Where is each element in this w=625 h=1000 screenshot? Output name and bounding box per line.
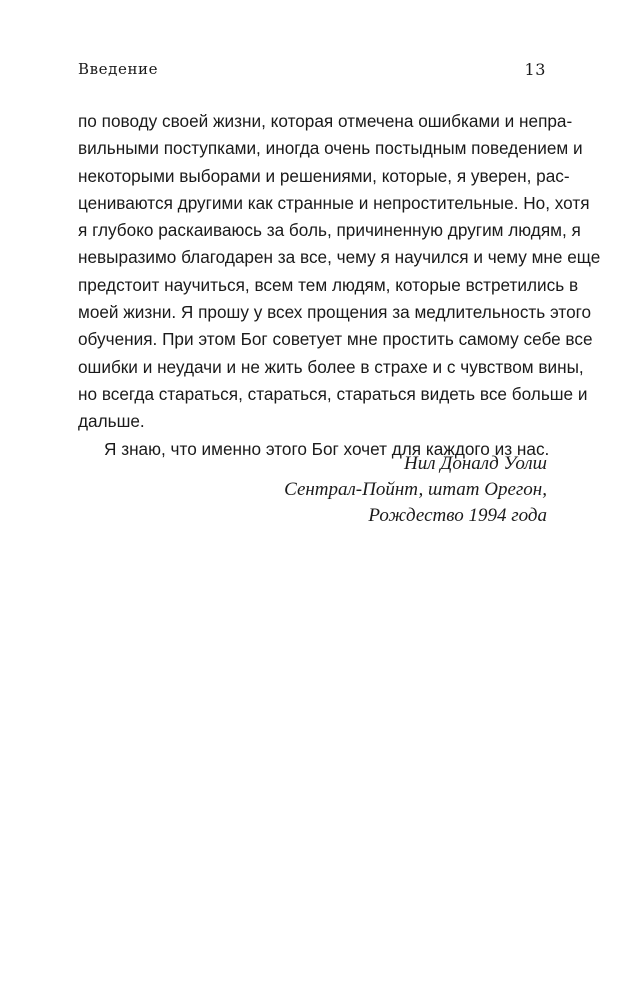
text-line: по поводу своей жизни, которая отмечена ошибками и непра-: [78, 111, 573, 131]
text-line: предстоит научиться, всем тем людям, которые встретились в: [78, 274, 579, 295]
text-line: дальше.: [78, 411, 145, 432]
text-line: я глубоко раскаиваюсь за боль, причиненную другим людям, я: [78, 220, 581, 241]
closing-paragraph: Я знаю, что именно этого Бог хочет для каждого из нас.: [104, 438, 550, 459]
running-head: [78, 60, 546, 84]
text-line: невыразимо благодарен за все, чему я научился и чему мне еще: [78, 247, 601, 268]
section-title: Введение: [78, 60, 159, 78]
text-line: моей жизни. Я прошу у всех прощения за медлительность этого: [78, 302, 592, 323]
signature-place: Сентрал-Пойнт, штат Орегон,: [284, 479, 547, 500]
text-line: ошибки и неудачи и не жить более в страхе и с чувством вины,: [78, 356, 584, 377]
text-line: некоторыми выборами и решениями, которые, я уверен, рас-: [78, 165, 570, 186]
text-line: вильными поступками, иногда очень постыдным поведением и: [78, 138, 583, 159]
body-text: [78, 108, 601, 463]
signature-block: [127, 451, 547, 529]
text-line: но всегда стараться, стараться, стараться видеть все больше и: [78, 383, 588, 404]
signature-author: Нил Доналд Уолш: [404, 453, 547, 474]
text-line: обучения. При этом Бог советует мне простить самому себе все: [78, 329, 593, 350]
page-number: 13: [524, 60, 546, 79]
text-line: цениваются другими как странные и непростительные. Но, хотя: [78, 192, 590, 213]
signature-date: Рождество 1994 года: [368, 505, 547, 526]
